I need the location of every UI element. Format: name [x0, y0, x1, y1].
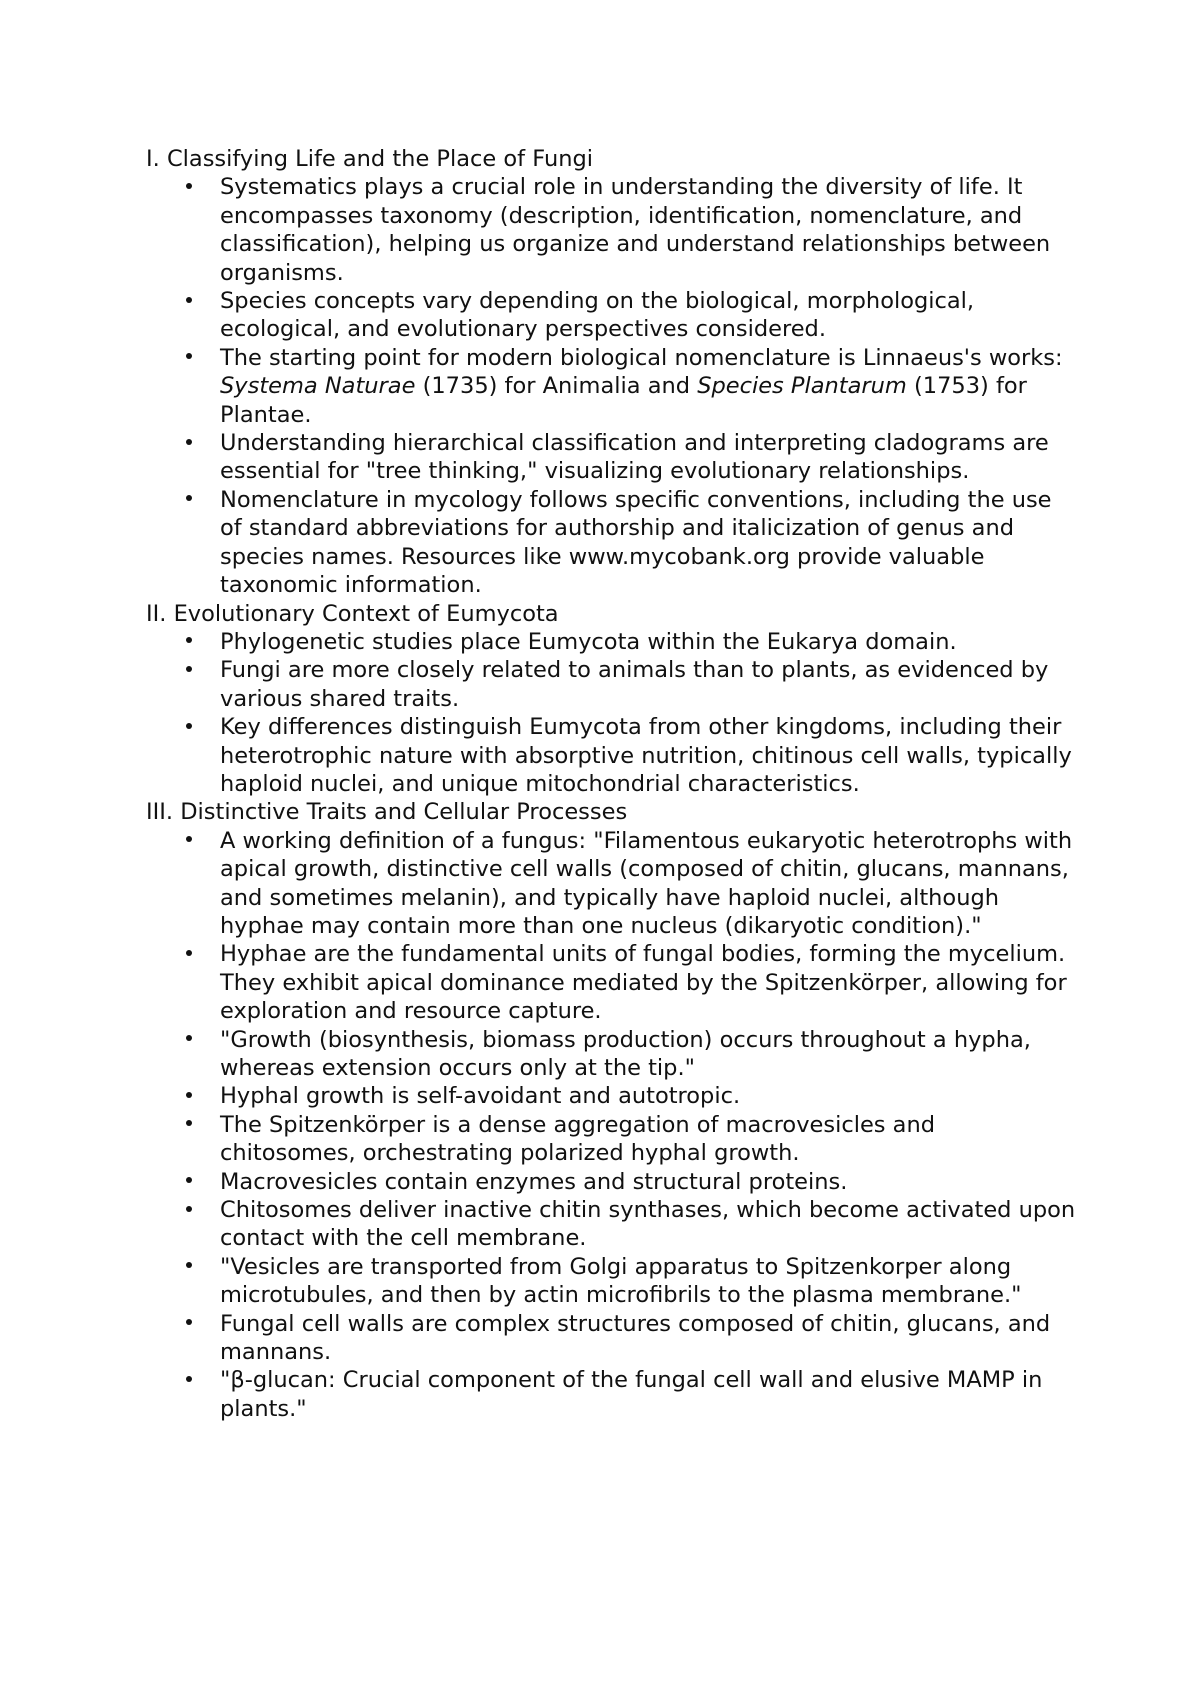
list-item-text: A working definition of a fungus: "Filamentous eukaryotic heterotrophs with apical growth, distinctive cell walls (composed of chitin, glucans, mannans, and sometimes melanin), and typically have haploid nuclei, although hyphae may contain more than one nucleus (dikaryotic condition)." [220, 827, 1073, 939]
list-item [220, 1366, 1076, 1423]
list-item [220, 628, 1076, 656]
list-item-text: Nomenclature in mycology follows specific conventions, including the use of standard abbreviations for authorship and italicization of genus and species names. Resources like www.mycobank.org provide valuable taxonomic information. [220, 486, 1052, 599]
list-item [220, 1196, 1076, 1253]
list-item [220, 656, 1076, 713]
section-distinctive-traits [146, 798, 1076, 1423]
list-item-text: Chitosomes deliver inactive chitin synthases, which become activated upon contact with the cell membrane. [220, 1197, 1076, 1252]
bullet-icon [183, 344, 195, 372]
bullet-icon [183, 287, 195, 315]
bullet-icon [183, 173, 195, 201]
list-item-text: The Spitzenkörper is a dense aggregation of macrovesicles and chitosomes, orchestrating polarized hyphal growth. [220, 1111, 936, 1167]
list-item [220, 173, 1076, 287]
list-item-text: Fungal cell walls are complex structures composed of chitin, glucans, and mannans. [220, 1310, 1051, 1366]
bullet-icon [183, 429, 195, 457]
section-heading: III. Distinctive Traits and Cellular Processes [146, 799, 628, 826]
italic-title-systema-naturae: Systema Naturae [220, 373, 416, 400]
bullet-icon [183, 827, 195, 855]
list-item [220, 1026, 1076, 1083]
bullet-list [146, 827, 1076, 1424]
list-item-text: Species concepts vary depending on the biological, morphological, ecological, and evolutionary perspectives considered. [220, 288, 975, 343]
list-item [220, 827, 1076, 941]
bullet-icon [183, 713, 195, 741]
italic-title-species-plantarum: Species Plantarum [697, 373, 907, 400]
bullet-icon [183, 486, 195, 514]
list-item-text: (1753) for Plantae. [220, 373, 1027, 428]
bullet-icon [183, 656, 195, 684]
list-item [220, 1082, 1076, 1110]
bullet-icon [183, 1253, 195, 1281]
bullet-icon [183, 628, 195, 656]
list-item-text: Fungi are more closely related to animals than to plants, as evidenced by various shared traits. [220, 657, 1049, 712]
bullet-icon [183, 1310, 195, 1338]
section-classifying-life [146, 145, 1076, 600]
list-item-text: (1735) for Animalia and [415, 373, 698, 400]
list-item [220, 1168, 1076, 1196]
section-evolutionary-context [146, 600, 1076, 799]
list-item [220, 940, 1076, 1025]
section-heading: I. Classifying Life and the Place of Fungi [146, 146, 594, 172]
list-item [220, 1111, 1076, 1168]
bullet-icon [183, 940, 195, 968]
list-item [220, 429, 1076, 486]
list-item [220, 287, 1076, 344]
list-item-text: "Growth (biosynthesis, biomass production) occurs throughout a hypha, whereas extension occurs only at the tip." [220, 1026, 1031, 1081]
bullet-icon [183, 1196, 195, 1224]
list-item [220, 486, 1076, 600]
list-item-text: The starting point for modern biological nomenclature is Linnaeus's works: [220, 344, 1063, 371]
list-item-text: Macrovesicles contain enzymes and structural proteins. [220, 1168, 848, 1195]
list-item-text: "β-glucan: Crucial component of the fungal cell wall and elusive MAMP in plants." [220, 1367, 1043, 1422]
bullet-icon [183, 1111, 195, 1139]
bullet-list [146, 628, 1076, 798]
list-item-text: Hyphae are the fundamental units of fungal bodies, forming the mycelium. They exhibit apical dominance mediated by the Spitzenkörper, allowing for exploration and resource capture. [220, 941, 1067, 1025]
bullet-icon [183, 1026, 195, 1054]
list-item [220, 713, 1076, 798]
list-item [220, 1310, 1076, 1367]
list-item-text: "Vesicles are transported from Golgi apparatus to Spitzenkorper along microtubules, and then by actin microfibrils to the plasma membrane." [220, 1253, 1022, 1309]
document-body [146, 145, 1076, 1423]
list-item [220, 1253, 1076, 1310]
list-item-text: Systematics plays a crucial role in understanding the diversity of life. It encompasses taxonomy (description, identification, nomenclature, and classification), helping us organize and understand relationships between organisms. [220, 174, 1051, 286]
list-item-text: Understanding hierarchical classification and interpreting cladograms are essential for "tree thinking," visualizing evolutionary relationships. [220, 430, 1049, 485]
list-item-text: Phylogenetic studies place Eumycota within the Eukarya domain. [220, 628, 957, 655]
bullet-icon [183, 1168, 195, 1196]
list-item-text: Hyphal growth is self-avoidant and autotropic. [220, 1083, 741, 1110]
bullet-icon [183, 1366, 195, 1394]
bullet-list [146, 173, 1076, 599]
section-heading: II. Evolutionary Context of Eumycota [146, 600, 559, 627]
list-item [220, 344, 1076, 429]
bullet-icon [183, 1082, 195, 1110]
list-item-text: Key differences distinguish Eumycota from other kingdoms, including their heterotrophic nature with absorptive nutrition, chitinous cell walls, typically haploid nuclei, and unique mitochondrial characteristics. [220, 714, 1072, 797]
